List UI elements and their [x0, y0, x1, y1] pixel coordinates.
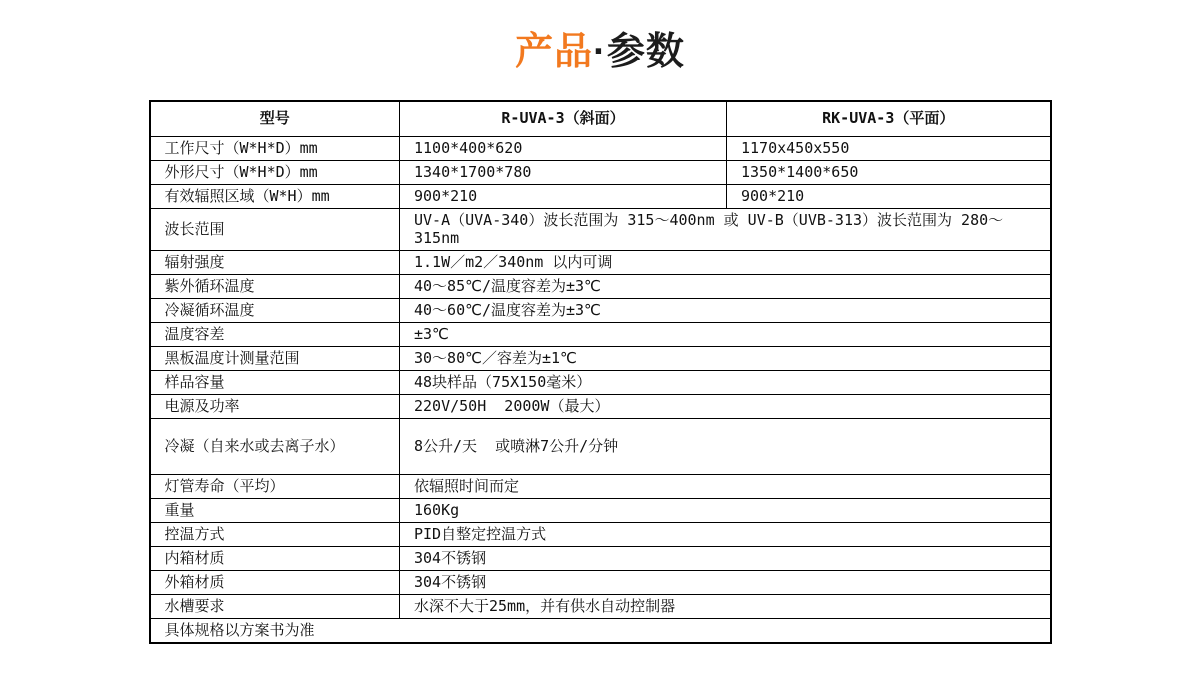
- row-label: 电源及功率: [150, 395, 400, 419]
- row-value-slope: 900*210: [400, 184, 727, 208]
- table-row: [150, 323, 1051, 347]
- row-label: 外箱材质: [150, 571, 400, 595]
- row-value-flat: 1350*1400*650: [727, 160, 1051, 184]
- row-label: 重量: [150, 499, 400, 523]
- row-label: 温度容差: [150, 323, 400, 347]
- row-label: 外形尺寸（W*H*D）mm: [150, 160, 400, 184]
- row-value: 304不锈钢: [400, 571, 1051, 595]
- spec-table: [149, 100, 1052, 644]
- row-value: PID自整定控温方式: [400, 523, 1051, 547]
- table-row: [150, 547, 1051, 571]
- page-title: [0, 0, 1200, 74]
- page-title-black-part: ·参数: [593, 31, 685, 73]
- page-title-orange-part: 产品: [515, 31, 594, 73]
- row-value-slope: 1100*400*620: [400, 136, 727, 160]
- table-row: [150, 136, 1051, 160]
- table-row: [150, 371, 1051, 395]
- table-footer-row: [150, 619, 1051, 643]
- row-value: 1.1W／m2／340nm 以内可调: [400, 251, 1051, 275]
- table-row: [150, 571, 1051, 595]
- row-value: 160Kg: [400, 499, 1051, 523]
- row-label: 冷凝（自来水或去离子水）: [150, 419, 400, 475]
- row-label: 冷凝循环温度: [150, 299, 400, 323]
- table-row: [150, 275, 1051, 299]
- row-label: 有效辐照区域（W*H）mm: [150, 184, 400, 208]
- row-label: 水槽要求: [150, 595, 400, 619]
- header-model-flat: RK-UVA-3（平面）: [727, 101, 1051, 136]
- row-value: ±3℃: [400, 323, 1051, 347]
- table-row: [150, 475, 1051, 499]
- table-row: [150, 160, 1051, 184]
- row-value: 304不锈钢: [400, 547, 1051, 571]
- row-value-flat: 900*210: [727, 184, 1051, 208]
- table-row: [150, 419, 1051, 475]
- row-value: 48块样品（75X150毫米）: [400, 371, 1051, 395]
- row-value: 220V/50H 2000W（最大）: [400, 395, 1051, 419]
- row-label: 波长范围: [150, 208, 400, 251]
- row-label: 灯管寿命（平均）: [150, 475, 400, 499]
- footer-note: 具体规格以方案书为准: [150, 619, 1051, 643]
- table-row: [150, 523, 1051, 547]
- table-row: [150, 347, 1051, 371]
- row-value-slope: 1340*1700*780: [400, 160, 727, 184]
- table-row: [150, 595, 1051, 619]
- table-row: [150, 208, 1051, 251]
- row-value: UV-A（UVA-340）波长范围为 315～400nm 或 UV-B（UVB-313）波长范围为 280～315nm: [400, 208, 1051, 251]
- row-label: 紫外循环温度: [150, 275, 400, 299]
- row-label: 样品容量: [150, 371, 400, 395]
- row-value: 40～60℃/温度容差为±3℃: [400, 299, 1051, 323]
- row-label: 控温方式: [150, 523, 400, 547]
- row-value: 8公升/天 或喷淋7公升/分钟: [400, 419, 1051, 475]
- row-value: 依辐照时间而定: [400, 475, 1051, 499]
- header-model-slope: R-UVA-3（斜面）: [400, 101, 727, 136]
- row-label: 黑板温度计测量范围: [150, 347, 400, 371]
- row-label: 内箱材质: [150, 547, 400, 571]
- header-model: 型号: [150, 101, 400, 136]
- row-value: 40～85℃/温度容差为±3℃: [400, 275, 1051, 299]
- table-row: [150, 251, 1051, 275]
- row-label: 辐射强度: [150, 251, 400, 275]
- row-value-flat: 1170x450x550: [727, 136, 1051, 160]
- table-row: [150, 499, 1051, 523]
- table-row: [150, 184, 1051, 208]
- row-value: 水深不大于25mm，并有供水自动控制器: [400, 595, 1051, 619]
- table-header-row: [150, 101, 1051, 136]
- row-value: 30～80℃／容差为±1℃: [400, 347, 1051, 371]
- table-row: [150, 395, 1051, 419]
- row-label: 工作尺寸（W*H*D）mm: [150, 136, 400, 160]
- table-row: [150, 299, 1051, 323]
